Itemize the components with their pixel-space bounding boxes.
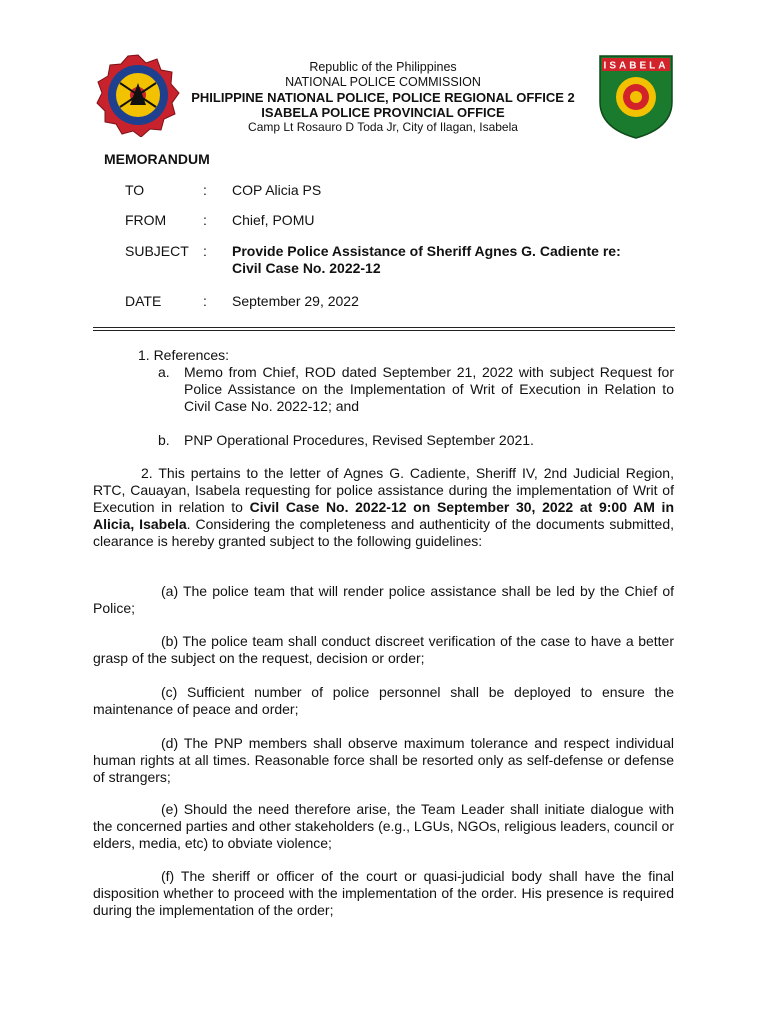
date-colon: :	[203, 293, 207, 309]
guideline-b: (b) The police team shall conduct discreet verification of the case to have a better grasp of the subject on the request, decision or order;	[93, 633, 674, 666]
header-divider-bottom	[93, 330, 675, 331]
guideline-a: (a) The police team that will render police assistance shall be led by the Chief of Police;	[93, 583, 674, 616]
memo-title: MEMORANDUM	[104, 151, 210, 167]
subject-colon: :	[203, 243, 207, 259]
to-colon: :	[203, 182, 207, 198]
paragraph-2-tail: . Considering the completeness and authenticity of the documents submitted, clearance is hereby granted subject to the following guidelines:	[93, 516, 674, 549]
from-label: FROM	[125, 212, 167, 228]
from-value: Chief, POMU	[232, 212, 315, 228]
references-heading: 1. References:	[138, 347, 230, 363]
provincial-office-line: ISABELA POLICE PROVINCIAL OFFICE	[261, 105, 505, 120]
ref-a-marker: a.	[158, 364, 170, 380]
address-line: Camp Lt Rosauro D Toda Jr, City of Ilagan, Isabela	[248, 120, 518, 134]
guideline-c: (c) Sufficient number of police personnel shall be deployed to ensure the maintenance of peace and order;	[93, 684, 674, 717]
guideline-e: (e) Should the need therefore arise, the Team Leader shall initiate dialogue with the concerned parties and other stakeholders (e.g., LGUs, NGOs, religious leaders, council or elders, media, etc) to obviate violence;	[93, 801, 674, 851]
napolcom-line: NATIONAL POLICE COMMISSION	[285, 75, 481, 89]
subject-line-2: Civil Case No. 2022-12	[232, 260, 381, 276]
subject-line-1: Provide Police Assistance of Sheriff Agnes G. Cadiente re:	[232, 243, 621, 259]
date-value: September 29, 2022	[232, 293, 359, 309]
pnp-regional-line: PHILIPPINE NATIONAL POLICE, POLICE REGIONAL OFFICE 2	[191, 90, 575, 105]
paragraph-2	[93, 465, 674, 550]
guideline-f: (f) The sheriff or officer of the court or quasi-judicial body shall have the final disposition whether to proceed with the implementation of the order. His presence is required during the implementation of the order;	[93, 868, 674, 918]
ref-b-marker: b.	[158, 432, 170, 448]
date-label: DATE	[125, 293, 162, 309]
paragraph-2-lead: 2. This pertains to the letter of Agnes G. Cadiente, Sheriff IV, 2nd Judicial Region, RTC, Cauayan, Isabela requesting for police assistance during the implementation of Writ of Execution in relation to	[93, 465, 674, 515]
letterhead	[0, 0, 768, 150]
to-value: COP Alicia PS	[232, 182, 322, 198]
ref-a-text: Memo from Chief, ROD dated September 21, 2022 with subject Request for Police Assistance on the Implementation of Writ of Execution in Relation to Civil Case No. 2022-12; and	[184, 364, 674, 414]
ref-b-text: PNP Operational Procedures, Revised September 2021.	[184, 432, 534, 448]
to-label: TO	[125, 182, 145, 198]
guideline-d: (d) The PNP members shall observe maximum tolerance and respect individual human rights at all times. Reasonable force shall be resorted only as self-defense or defense of strangers;	[93, 735, 674, 785]
from-colon: :	[203, 212, 207, 228]
letterhead-text	[150, 60, 616, 135]
republic-line: Republic of the Philippines	[309, 60, 457, 74]
paragraph-2-case-details: Civil Case No. 2022-12 on September 30, 2022 at 9:00 AM in Alicia, Isabela	[93, 499, 674, 532]
isabela-police-provincial-office-seal-icon	[596, 52, 676, 140]
isabela-banner: ISABELA	[603, 60, 669, 72]
header-divider-top	[93, 327, 675, 328]
subject-label: SUBJECT	[125, 243, 189, 259]
